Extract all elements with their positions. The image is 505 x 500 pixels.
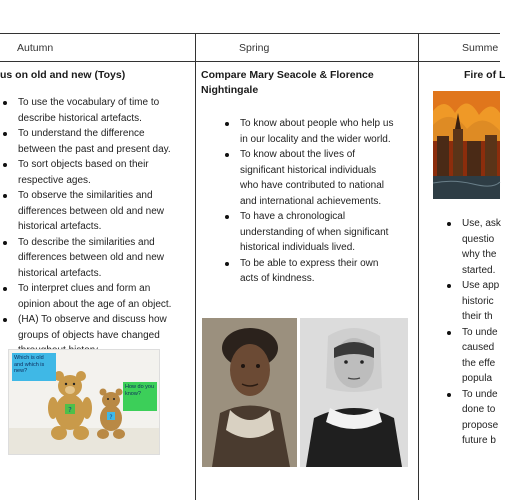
portrait-florence-nightingale <box>300 318 408 467</box>
list-item: To unde done to propose future b <box>462 387 504 449</box>
list-item: To unde caused the effe popula <box>462 325 504 387</box>
summer-objectives <box>424 216 504 449</box>
spring-topic-title: Compare Mary Seacole & Florence Nightingale <box>201 69 374 96</box>
autumn-topic-title: us on old and new (Toys) <box>0 69 126 81</box>
list-item: To describe the similarities and differences between old and new historical artefacts. <box>18 235 192 282</box>
list-item: To be able to express their own acts of kindness. <box>240 256 416 287</box>
autumn-objectives <box>0 95 192 359</box>
list-item: To know about the lives of significant historical individuals who have contributed to national and international achievements. <box>240 147 416 209</box>
portrait-mary-seacole <box>202 318 297 467</box>
teddy-bears-photo <box>8 349 160 455</box>
list-item: To observe the similarities and differences between old and new historical artefacts. <box>18 188 192 235</box>
spring-objectives <box>201 116 416 287</box>
list-item: To interpret clues and form an opinion about the age of an object. <box>18 281 192 312</box>
list-item: To use the vocabulary of time to describe historical artefacts. <box>18 95 192 126</box>
table-top-border <box>0 33 500 34</box>
great-fire-painting <box>433 91 500 199</box>
sticky-note-blue: Which is old and which is new? <box>12 353 56 381</box>
header-autumn: Autumn <box>17 42 54 54</box>
list-item: To sort objects based on their respective ages. <box>18 157 192 188</box>
portrait-mary-seacole-image <box>202 318 297 467</box>
svg-text:?: ? <box>109 414 113 421</box>
column-divider <box>195 33 196 500</box>
list-item: Use, ask questio why the started. <box>462 216 504 278</box>
list-item: To understand the difference between the past and present day. <box>18 126 192 157</box>
header-spring: Spring <box>239 42 270 54</box>
summer-topic-title: Fire of L <box>464 69 505 81</box>
list-item: (HA) To observe and discuss how groups of objects have changed <box>18 312 192 359</box>
great-fire-painting-image <box>433 91 500 199</box>
portrait-florence-nightingale-image <box>300 318 408 467</box>
svg-text:?: ? <box>68 406 72 414</box>
list-item: To know about people who help us in our locality and the wider world. <box>240 116 416 147</box>
autumn-column <box>0 62 192 359</box>
spring-column <box>201 62 416 287</box>
column-divider <box>418 33 419 500</box>
list-item: To have a chronological understanding of when significant historical individuals lived. <box>240 209 416 256</box>
sticky-note-green: How do you know? <box>123 382 157 411</box>
header-summer: Summe <box>462 42 499 54</box>
list-item: Use app historic their th <box>462 278 504 325</box>
